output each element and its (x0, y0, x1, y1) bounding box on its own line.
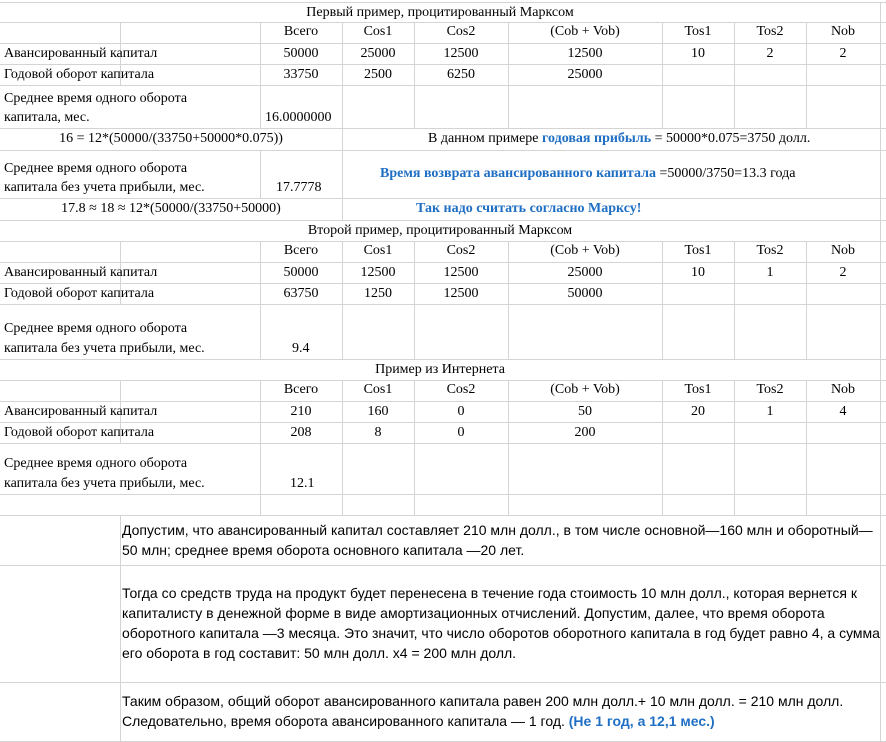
cell: 12500 (360, 265, 396, 280)
header-cob-vob: (Cob + Vob) (550, 243, 620, 258)
marx-note: Так надо считать согласно Марксу! (416, 201, 642, 216)
avg-label-line1: Среднее время одного оборота (4, 456, 188, 471)
header-cos2: Cos2 (446, 382, 476, 397)
avg-value: 9.4 (292, 341, 310, 356)
return-time-note: Время возврата авансированного капитала =50000/3750=13.3 года (380, 166, 796, 181)
avg-value: 12.1 (290, 476, 315, 491)
cell: 12500 (443, 46, 479, 61)
header-total: Всего (283, 243, 319, 258)
cell: 63750 (283, 286, 319, 301)
cell: 2500 (364, 67, 392, 82)
cell: 6250 (447, 67, 475, 82)
noprofit-value: 17.7778 (276, 180, 322, 195)
cell: 25000 (567, 67, 603, 82)
header-cos1: Cos1 (363, 24, 393, 39)
cell: 2 (839, 46, 847, 61)
cell: 25000 (567, 265, 603, 280)
header-cos1: Cos1 (363, 243, 393, 258)
cell: 1 (766, 265, 774, 280)
cell: 1250 (364, 286, 392, 301)
cell: 50000 (283, 265, 319, 280)
section1-title: Первый пример, процитированный Марксом (306, 5, 574, 20)
cell: 50 (578, 404, 592, 419)
cell: 12500 (567, 46, 603, 61)
header-nob: Nob (830, 243, 856, 258)
row-label-advanced: Авансированный капитал (4, 404, 158, 419)
cell: 0 (457, 425, 465, 440)
avg-label-line1: Среднее время одного оборота (4, 321, 188, 336)
formula-1: 16 = 12*(50000/(33750+50000*0.075)) (59, 131, 283, 146)
formula-2: 17.8 ≈ 18 ≈ 12*(50000/(33750+50000) (61, 201, 281, 216)
header-nob: Nob (830, 24, 856, 39)
section2-title: Второй пример, процитированный Марксом (307, 223, 573, 238)
cell: 20 (691, 404, 705, 419)
cell: 4 (839, 404, 847, 419)
header-cos2: Cos2 (446, 243, 476, 258)
header-tos1: Tos1 (684, 243, 712, 258)
cell: 210 (290, 404, 312, 419)
cell: 2 (839, 265, 847, 280)
cell: 160 (367, 404, 389, 419)
cell: 25000 (360, 46, 396, 61)
cell: 1 (766, 404, 774, 419)
header-total: Всего (283, 24, 319, 39)
cell: 8 (374, 425, 382, 440)
row-label-advanced: Авансированный капитал (4, 265, 158, 280)
header-tos1: Tos1 (684, 382, 712, 397)
row-label-advanced: Авансированный капитал (4, 46, 158, 61)
header-tos1: Tos1 (684, 24, 712, 39)
header-tos2: Tos2 (756, 24, 784, 39)
cell: 10 (691, 265, 705, 280)
noprofit-label-line2: капитала без учета прибыли, мес. (4, 180, 205, 195)
cell: 50000 (567, 286, 603, 301)
cell: 12500 (443, 265, 479, 280)
row-label-turnover: Годовой оборот капитала (4, 67, 155, 82)
header-tos2: Tos2 (756, 382, 784, 397)
paragraph-2: Тогда со средств труда на продукт будет перенесена в течение года стоимость 10 млн долл., которая вернется к капиталисту в денежной форме в виде амортизационных отчислений. Допустим, далее, что время оборота оборотного капитала —3 месяца. Это значит, что число оборотов оборотного капитала в год будет равно 4, а сумма его оборота в год составит: 50 млн долл. х4 = 200 млн долл. (122, 585, 880, 661)
avg-label-line2: капитала без учета прибыли, мес. (4, 476, 205, 491)
header-total: Всего (283, 382, 319, 397)
avg-value: 16.0000000 (265, 110, 332, 125)
avg-label-line1: Среднее время одного оборота (4, 91, 188, 106)
noprofit-label-line1: Среднее время одного оборота (4, 161, 188, 176)
section3-title: Пример из Интернета (375, 362, 505, 377)
annual-profit-note: В данном примере годовая прибыль = 50000*0.075=3750 долл. (428, 131, 811, 146)
paragraph-3: Таким образом, общий оборот авансированного капитала равен 200 млн долл.+ 10 млн долл. = 210 млн долл. Следовательно, время оборота авансированного капитала — 1 год. (Не 1 год, а 12,1 мес.) (122, 693, 844, 729)
cell: 0 (457, 404, 465, 419)
header-cob-vob: (Cob + Vob) (550, 24, 620, 39)
cell: 12500 (443, 286, 479, 301)
cell: 33750 (283, 67, 319, 82)
cell: 50000 (283, 46, 319, 61)
row-label-turnover: Годовой оборот капитала (4, 425, 155, 440)
header-tos2: Tos2 (756, 243, 784, 258)
row-label-turnover: Годовой оборот капитала (4, 286, 155, 301)
cell: 200 (574, 425, 596, 440)
cell: 10 (691, 46, 705, 61)
paragraph-3-emphasis: (Не 1 год, а 12,1 мес.) (568, 713, 715, 729)
header-cos2: Cos2 (446, 24, 476, 39)
avg-label-line2: капитала, мес. (4, 110, 90, 125)
paragraph-1: Допустим, что авансированный капитал составляет 210 млн долл., в том числе основной—160 млн и оборотный—50 млн; среднее время оборота основного капитала —20 лет. (122, 522, 873, 558)
header-cob-vob: (Cob + Vob) (550, 382, 620, 397)
header-nob: Nob (830, 382, 856, 397)
cell: 208 (290, 425, 312, 440)
avg-label-line2: капитала без учета прибыли, мес. (4, 341, 205, 356)
cell: 2 (766, 46, 774, 61)
header-cos1: Cos1 (363, 382, 393, 397)
